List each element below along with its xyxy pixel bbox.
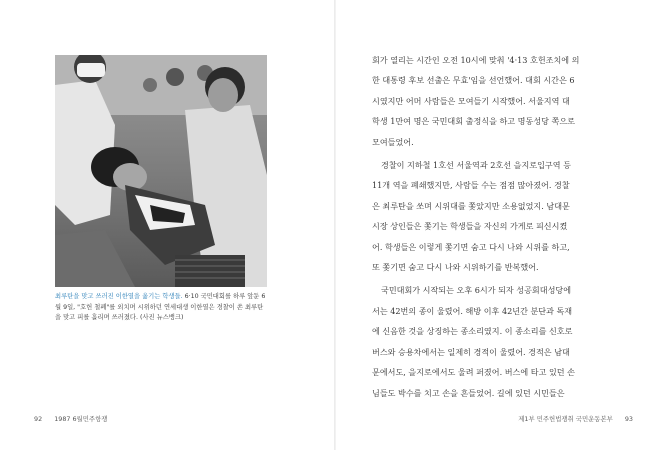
text-line: 은 최루탄을 쏘며 시위대를 쫓았지만 소용없었지. 남대문 (372, 200, 570, 211)
caption-body: 6·10 국민대회를 하루 앞둔 6월 9일, "호헌 철폐"를 외치며 시위하던 연세대생 이한열은 경찰이 쏜 최루탄을 맞고 피를 흘리며 쓰러졌다. (사진 뉴스뱅크) (55, 293, 266, 321)
text-line: 학생 1만여 명은 국민대회 출정식을 하고 명동성당 쪽으로 (372, 116, 575, 127)
photo-caption (55, 292, 269, 324)
left-running-title: 1987 6월민주항쟁 (54, 415, 108, 423)
news-photo (55, 55, 267, 287)
text-line: 모여들었어. (372, 136, 414, 147)
news-photo-image (55, 55, 267, 287)
right-page-footer (518, 414, 633, 423)
text-line: 어. 학생들은 이렇게 쫓기면 숨고 다시 나와 시위를 하고, (372, 241, 570, 252)
text-line: 국민대회가 시작되는 오후 6시가 되자 성공회대성당에 (381, 285, 572, 296)
text-line: 문에서도, 을지로에서도 울려 퍼졌어. 버스에 타고 있던 손 (372, 367, 575, 378)
paragraph-1 (372, 50, 624, 152)
text-line: 한 대통령 후보 선출은 무효'임을 선언했어. 대회 시간은 6 (372, 75, 575, 86)
text-line: 또 쫓기면 숨고 다시 나와 시위하기를 반복했어. (372, 262, 539, 273)
text-line: 서는 42번의 종이 울렸어. 해방 이후 42년간 분단과 독재 (372, 305, 573, 316)
left-page-footer (34, 414, 107, 423)
text-line: 시장 상인들은 쫓기는 학생들을 자신의 가게로 피신시켰 (372, 221, 568, 232)
text-line: 회가 열리는 시간인 오전 10시에 맞춰 '4·13 호헌조치에 의 (372, 55, 580, 65)
text-line: 버스와 승용차에서는 일제히 경적이 울렸어. 경적은 남대 (372, 346, 570, 357)
left-page-number: 92 (34, 415, 43, 423)
text-line: 시였지만 어머 사람들은 모여들기 시작했어. 서울지역 대 (372, 95, 570, 106)
text-line: 님들도 박수를 치고 손을 흔들었어. 길에 있던 시민들은 (372, 387, 565, 398)
right-running-title: 제1부 민주헌법쟁취 국민운동본부 (518, 415, 613, 423)
right-page-number: 93 (624, 415, 633, 423)
caption-lead: 최루탄을 맞고 쓰러진 이한열을 옮기는 학생들. (55, 293, 183, 300)
text-line: 에 신음한 것을 상징하는 종소리였지. 이 종소리를 신호로 (372, 326, 573, 337)
text-line: 11개 역을 폐쇄했지만, 사람들 수는 점점 많아졌어. 경찰 (372, 180, 570, 191)
text-line: 경찰이 지하철 1호선 서울역과 2호선 을지로입구역 등 (381, 160, 571, 171)
paragraph-3 (372, 280, 624, 402)
body-text (372, 50, 624, 403)
paragraph-2 (372, 155, 624, 277)
page-gutter (334, 0, 336, 450)
